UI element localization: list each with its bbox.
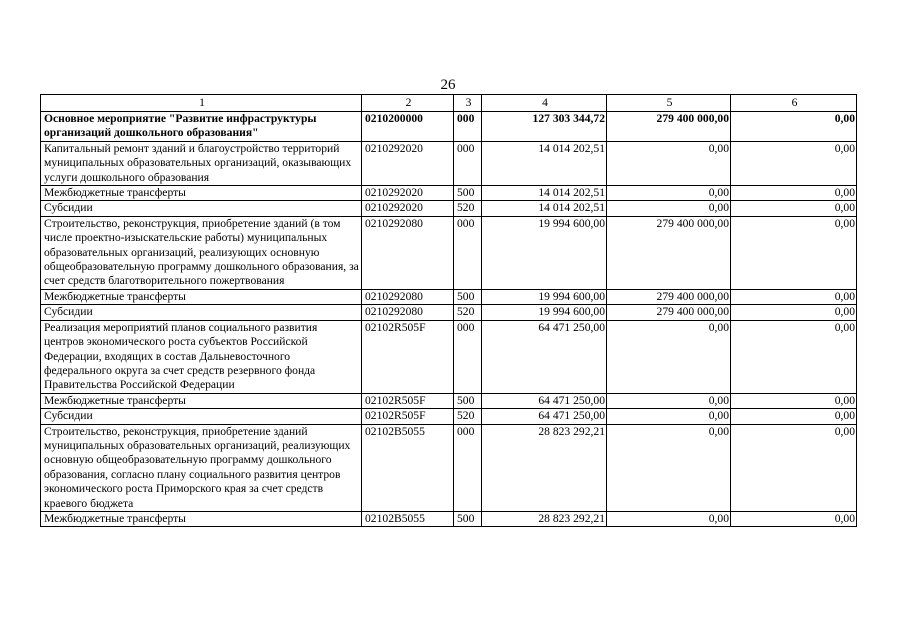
row-code-cell: 0210292080 xyxy=(362,289,454,304)
row-expense-type-cell: 000 xyxy=(454,216,482,289)
row-value-col4: 64 471 250,00 xyxy=(482,320,607,393)
row-expense-type-cell: 520 xyxy=(454,305,482,320)
row-code-cell: 0210292020 xyxy=(362,186,454,201)
row-expense-type-cell: 000 xyxy=(454,320,482,393)
row-expense-type-cell: 500 xyxy=(454,511,482,526)
page-number: 26 xyxy=(440,77,456,93)
table-row xyxy=(41,186,857,201)
row-name-cell: Реализация мероприятий планов социального развития центров экономического роста субъектов Российской Федерации, входящих в состав Дальневосточного федерального округа за счет средств резервного фонда Правительства Российской Федерации xyxy=(41,320,362,393)
row-value-col5: 279 400 000,00 xyxy=(607,305,731,320)
row-value-col6: 0,00 xyxy=(731,424,857,511)
row-value-col5: 279 400 000,00 xyxy=(607,112,731,142)
row-value-col4: 64 471 250,00 xyxy=(482,393,607,408)
row-expense-type-cell: 500 xyxy=(454,393,482,408)
row-value-col5: 279 400 000,00 xyxy=(607,289,731,304)
row-code-cell: 0210200000 xyxy=(362,112,454,142)
row-name-cell: Межбюджетные трансферты xyxy=(41,511,362,526)
row-value-col5: 0,00 xyxy=(607,409,731,424)
row-name-cell: Межбюджетные трансферты xyxy=(41,393,362,408)
row-value-col4: 64 471 250,00 xyxy=(482,409,607,424)
table-row xyxy=(41,112,857,142)
row-value-col5: 0,00 xyxy=(607,186,731,201)
row-value-col6: 0,00 xyxy=(731,393,857,408)
row-value-col6: 0,00 xyxy=(731,305,857,320)
row-expense-type-cell: 500 xyxy=(454,289,482,304)
row-code-cell: 0210292080 xyxy=(362,305,454,320)
row-value-col4: 127 303 344,72 xyxy=(482,112,607,142)
row-name-cell: Строительство, реконструкция, приобретение зданий муниципальных образовательных организаций, реализующих основную общеобразовательную программу дошкольного образования, согласно плану социального развития центров экономического роста Приморского края за счет средств краевого бюджета xyxy=(41,424,362,511)
column-header: 3 xyxy=(454,95,482,112)
row-value-col6: 0,00 xyxy=(731,112,857,142)
row-value-col5: 0,00 xyxy=(607,393,731,408)
table-row xyxy=(41,201,857,216)
column-header: 5 xyxy=(607,95,731,112)
row-expense-type-cell: 000 xyxy=(454,424,482,511)
row-name-cell: Основное мероприятие "Развитие инфраструктуры организаций дошкольного образования" xyxy=(41,112,362,142)
row-name-cell: Межбюджетные трансферты xyxy=(41,289,362,304)
column-header: 6 xyxy=(731,95,857,112)
column-header: 2 xyxy=(362,95,454,112)
table-row xyxy=(41,289,857,304)
table-row xyxy=(41,424,857,511)
table-row xyxy=(41,409,857,424)
row-code-cell: 0210292020 xyxy=(362,201,454,216)
row-expense-type-cell: 500 xyxy=(454,186,482,201)
row-value-col6: 0,00 xyxy=(731,409,857,424)
budget-table xyxy=(40,94,857,527)
row-name-cell: Субсидии xyxy=(41,409,362,424)
row-value-col6: 0,00 xyxy=(731,511,857,526)
row-name-cell: Капитальный ремонт зданий и благоустройство территорий муниципальных образовательных организаций, оказывающих услуги дошкольного образования xyxy=(41,141,362,185)
table-row xyxy=(41,511,857,526)
row-value-col4: 19 994 600,00 xyxy=(482,216,607,289)
row-expense-type-cell: 520 xyxy=(454,409,482,424)
row-code-cell: 02102R505F xyxy=(362,393,454,408)
row-value-col4: 14 014 202,51 xyxy=(482,201,607,216)
row-value-col6: 0,00 xyxy=(731,216,857,289)
row-value-col5: 0,00 xyxy=(607,424,731,511)
row-value-col5: 0,00 xyxy=(607,511,731,526)
row-value-col4: 14 014 202,51 xyxy=(482,141,607,185)
table-row xyxy=(41,216,857,289)
column-header: 1 xyxy=(41,95,362,112)
row-code-cell: 0210292020 xyxy=(362,141,454,185)
row-name-cell: Субсидии xyxy=(41,305,362,320)
table-body xyxy=(41,112,857,527)
row-value-col4: 14 014 202,51 xyxy=(482,186,607,201)
row-value-col4: 19 994 600,00 xyxy=(482,305,607,320)
row-name-cell: Строительство, реконструкция, приобретение зданий (в том числе проектно-изыскательские работы) муниципальных образовательных организаций, реализующих основную общеобразовательную программу дошкольного образования, за счет средств благотворительного пожертвования xyxy=(41,216,362,289)
row-value-col6: 0,00 xyxy=(731,320,857,393)
row-value-col6: 0,00 xyxy=(731,141,857,185)
row-expense-type-cell: 000 xyxy=(454,141,482,185)
row-value-col5: 279 400 000,00 xyxy=(607,216,731,289)
row-expense-type-cell: 520 xyxy=(454,201,482,216)
row-value-col5: 0,00 xyxy=(607,141,731,185)
row-code-cell: 0210292080 xyxy=(362,216,454,289)
row-code-cell: 02102B5055 xyxy=(362,424,454,511)
row-name-cell: Субсидии xyxy=(41,201,362,216)
row-value-col6: 0,00 xyxy=(731,186,857,201)
table-row xyxy=(41,320,857,393)
row-expense-type-cell: 000 xyxy=(454,112,482,142)
table-row xyxy=(41,305,857,320)
row-code-cell: 02102R505F xyxy=(362,409,454,424)
row-value-col6: 0,00 xyxy=(731,289,857,304)
row-name-cell: Межбюджетные трансферты xyxy=(41,186,362,201)
row-value-col6: 0,00 xyxy=(731,201,857,216)
table-row xyxy=(41,393,857,408)
row-code-cell: 02102R505F xyxy=(362,320,454,393)
table-header-row xyxy=(41,95,857,112)
row-value-col4: 28 823 292,21 xyxy=(482,511,607,526)
row-code-cell: 02102B5055 xyxy=(362,511,454,526)
row-value-col5: 0,00 xyxy=(607,320,731,393)
row-value-col4: 28 823 292,21 xyxy=(482,424,607,511)
row-value-col5: 0,00 xyxy=(607,201,731,216)
table-row xyxy=(41,141,857,185)
column-header: 4 xyxy=(482,95,607,112)
row-value-col4: 19 994 600,00 xyxy=(482,289,607,304)
